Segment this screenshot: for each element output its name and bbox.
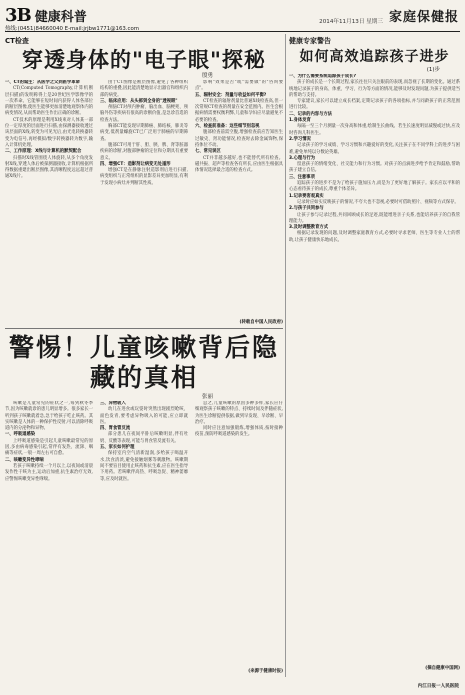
subheading: 2.学习情况 xyxy=(289,136,311,142)
article-kicker: CT检查 xyxy=(5,37,29,45)
paragraph: CT(Computed Tomography,计算机断层扫描)的发明称得上是20世纪医学影像学的一次革命。它能够在短时间内获得人体各部位的断层图像,使医生能够更加清楚地观察体内的病变情况,从而帮助医生作出正确的诊断。 xyxy=(5,86,93,117)
right-column xyxy=(289,34,460,671)
paragraph: 留意孩子的情绪变化、社交能力和行为习惯。对孩子的点滴进步给予肯定和鼓励,帮助孩子建立自信。 xyxy=(289,162,460,174)
subheading: 1.身体发育 xyxy=(289,118,311,124)
body-column xyxy=(195,80,283,318)
paragraph: CT并非越多越好,也不能替代所有检查。磁共振、超声等检查各有所长,应由医生根据具体情况选择最合适的检查方式。 xyxy=(195,155,283,174)
article-headline: 警惕！儿童咳嗽背后隐藏的真相 xyxy=(8,333,279,392)
paragraph: 腹部检查前需空腹,增强检查前应告知医生过敏史、肾功能情况,检查时去除金属饰物,保持体位不动。 xyxy=(195,130,283,148)
subheading: 2.与孩子共同参与 xyxy=(289,206,324,212)
subheading: 四、增强CT：造影剂让病变无处遁形 xyxy=(100,161,171,167)
paragraph: 胸部CT能发现早期肺癌、肺结核、肺炎等病变,低剂量螺旋CT已广泛用于肺癌的早期筛查。 xyxy=(100,124,188,142)
header-rule xyxy=(5,31,460,32)
article-body xyxy=(5,80,283,318)
article-source: (来源于健康时报) xyxy=(248,669,283,674)
footer-imprint: 内江日报一人民医院 xyxy=(417,684,459,689)
subheading: 七、常见误区 xyxy=(195,149,221,155)
subheading: 1.记录要客观真实 xyxy=(289,193,324,199)
paragraph: 专家建议,家长可以建立成长档案,定期记录孩子的各项指标,并与同龄孩子的正常范围进行比较。 xyxy=(289,99,460,111)
paragraph: 记录时应如实反映孩子的情况,不夸大也不忽视,必要时可借助照片、视频等方式保存。 xyxy=(297,199,459,205)
subheading: 一、为什么需要系统追踪孩子成长? xyxy=(289,74,356,79)
paragraph: 颅脑CT对颅内肿瘤、脑出血、脑梗死、颅脑外伤等疾病有很高的诊断价值,是急诊首选的检查方法。 xyxy=(100,105,188,123)
paragraph: 上呼吸道感染是引起儿童咳嗽最常见的原因,多由病毒感染引起,常伴有发热、流涕、咽痛等症状,一般一周左右可自愈。 xyxy=(5,438,93,457)
subheading: 一、呼吸道感染 xyxy=(5,432,36,438)
body-column xyxy=(100,80,188,318)
subheading: 四、胃食管反流 xyxy=(100,426,131,432)
subheading: 3.及时调整教育方式 xyxy=(289,225,328,231)
subheading: 六、检查前准备：这些细节别忽视 xyxy=(195,124,260,130)
article-divider xyxy=(5,328,283,329)
subheading: 五、家长如何护理 xyxy=(100,445,135,451)
paragraph: 保持室内空气清新湿润,多给孩子喝温开水,饮食清淡,避免接触烟雾等刺激物。咳嗽期间不要盲目使用止咳药和抗生素,应在医生指导下用药。若咳嗽伴高热、呼吸急促、精神萎靡等,应及时就医。 xyxy=(100,451,188,482)
article-headline: 如何高效追踪孩子进步 xyxy=(299,49,450,65)
article-source: (转载自中国人民政府) xyxy=(239,320,283,325)
paragraph: 孩子的成长是一个长期过程,家长往往只关注眼前的表现,而忽视了长期的变化。通过系统地记录孩子的身高、体重、学习、行为等方面的情况,能够及时发现问题,为孩子提供适当的帮助与支持。 xyxy=(289,80,460,98)
paragraph: 同时应注意加强锻炼,增强体质,按时接种疫苗,预防呼吸道感染的发生。 xyxy=(195,426,283,438)
paragraph: CT技术的原理是利用X线束对人体某一部位一定厚度的层面进行扫描,由探测器接收透过该层面的X线,转变为可见光后,由光电转换器转变为电信号,再经模拟/数字转换器转为数字,输入计算机处理。 xyxy=(5,117,93,148)
article-author: 张丽 xyxy=(201,394,213,400)
paragraph: 咳嗽是儿童常见的症状之一,每到秋冬季节,因为咳嗽就诊的患儿明显增多。很多家长一听到孩子咳嗽就着急,急于给孩子吃止咳药。其实咳嗽是人体的一种保护性反射,可以清除呼吸道内的分泌物和异物。 xyxy=(5,401,93,432)
section-title: 健康科普 xyxy=(34,10,87,25)
subheading: 二、记录的内容与方法 xyxy=(289,111,332,117)
subheading: 二、工作原理：X线与计算机的默契配合 xyxy=(5,149,82,155)
masthead-left xyxy=(5,3,87,25)
body-column xyxy=(289,74,460,664)
paragraph: 部分患儿在夜间平卧后咳嗽明显,伴有吐奶、反酸等表现,可能与胃食管反流有关。 xyxy=(100,432,188,444)
article-kicker: 健康专家警告 xyxy=(289,37,331,45)
body-column xyxy=(5,401,93,667)
article-body xyxy=(5,401,283,667)
article-author: 殷勇 xyxy=(201,73,213,79)
paragraph: 扫描时X线管围绕人体旋转,从多个角度发射X线,穿透人体后被探测器接收,计算机根据所得数据重建出断层图像,其清晰程度远远超过普通X线片。 xyxy=(5,155,93,180)
masthead-right xyxy=(319,6,459,25)
contact-line: 热线:(0451)84660040 E-mail:jrjbw1771@163.com xyxy=(5,26,140,32)
page-number: 3B xyxy=(5,5,31,26)
paper-name: 家庭保健报 xyxy=(388,10,459,25)
paragraph: 让孩子参与记录过程,共同回顾成长的足迹,既能增进亲子关系,也能培养孩子的自我管理能力。 xyxy=(289,212,460,224)
paragraph: 每隔一至三个月测量一次身高和体重,绘制生长曲线。若生长速度明显减慢或过快,应及时咨询儿科医生。 xyxy=(289,124,460,136)
paragraph: 由于CT图像是断层图像,避免了各种组织结构的重叠,因此能清楚地显示出器官和组织内部的病变。 xyxy=(100,80,188,98)
paragraph: 影响"效果是否"或"需要做"的"咨询要点"。 xyxy=(195,80,283,92)
left-column xyxy=(5,34,283,674)
paragraph: 幼儿在进食或玩耍时突然出现剧烈呛咳、面色发青,要考虑异物吸入的可能,应立即就医。 xyxy=(100,407,188,425)
article-author: (1)步 xyxy=(426,67,440,73)
subheading: 三、注意事项 xyxy=(289,174,315,180)
article-headline: 穿透身体的"电子眼"探秘 xyxy=(22,48,266,72)
subheading: 五、辐射安全：剂量与收益如何平衡? xyxy=(195,92,267,98)
subheading: 三、临床应用：从头部到全身的"透视眼" xyxy=(100,98,178,104)
subheading: 三、异物吸入 xyxy=(100,401,126,406)
subheading: 一、CT的诞生：从医学之父到医学革命 xyxy=(5,80,80,85)
paragraph: 总之,儿童咳嗽的原因多种多样,家长应仔细观察孩子咳嗽的特点、持续时间及伴随症状,为医生诊断提供依据,做到早发现、早诊断、早治疗。 xyxy=(195,401,283,425)
issue-date: 2014年11月13日 星期三 xyxy=(319,19,383,25)
paragraph: 若孩子咳嗽持续一个月以上,以夜间或清晨发作性干咳为主,运动后加重,抗生素治疗无效,应警惕咳嗽变异性哮喘。 xyxy=(5,463,93,482)
article-source: (摘自健康中国网) xyxy=(425,666,460,671)
paragraph: 增强CT是在静脉注射造影剂后进行扫描,病变组织与正常组织的显影差异更加明显,有利于发现小病灶并判断其性质。 xyxy=(100,168,188,186)
body-column xyxy=(195,401,283,667)
body-column xyxy=(5,80,93,318)
paragraph: CT检查的辐射剂量比普通X线检查高,但一次常规CT检查的剂量在安全范围内。医生会根据病情需要权衡利弊,儿童和孕妇应尽量避免不必要的检查。 xyxy=(195,98,283,123)
paragraph: 腹部CT可用于肝、胆、胰、脾、肾等脏器疾病的诊断,对腹部肿瘤的定位和分期具有重要意义。 xyxy=(100,142,188,161)
subheading: 二、咳嗽变异性哮喘 xyxy=(5,457,44,463)
column-divider xyxy=(285,34,286,677)
subheading: 3.心理与行为 xyxy=(289,155,316,161)
body-column xyxy=(100,401,188,667)
paragraph: 记录孩子的学习成绩、学习习惯和兴趣爱好的变化,关注孩子在不同学科上的进步与困难,避免单纯以分数论英雄。 xyxy=(289,143,460,155)
paragraph: 根据记录发现的问题,及时调整家庭教育方式,必要时寻求老师、医生等专业人士的帮助,让孩子健康快乐地成长。 xyxy=(289,231,460,243)
paragraph: 追踪孩子的进步不是为了给孩子施加压力,而是为了更好地了解孩子。家长应以平和的心态看待孩子的成长,尊重个体差异。 xyxy=(289,181,460,193)
